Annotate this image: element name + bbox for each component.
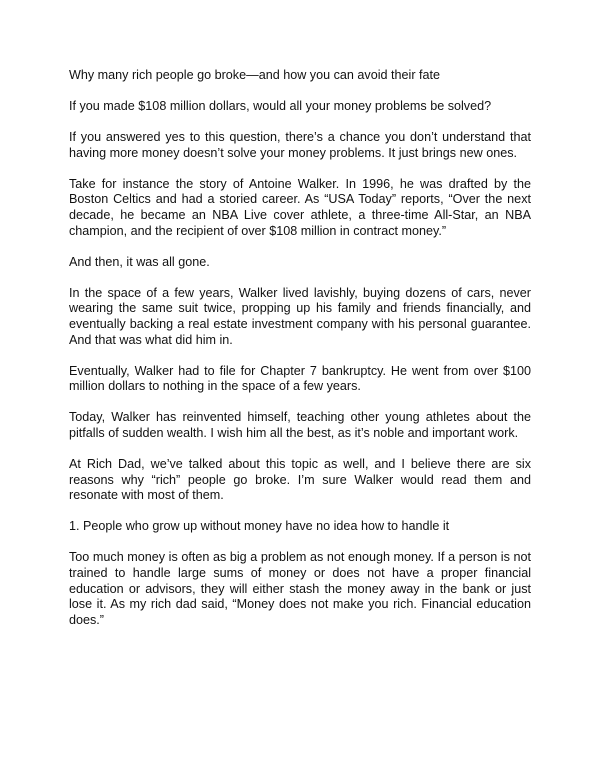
paragraph: Take for instance the story of Antoine Walker. In 1996, he was drafted by the Boston Celtics and had a storied career. As “USA Today” reports, “Over the next decade, he became an NBA Live cover athlete, a three-time All-Star, an NBA champion, and the recipient of over $108 million in contract money.”	[69, 176, 531, 238]
paragraph: If you made $108 million dollars, would all your money problems be solved?	[69, 99, 492, 114]
paragraph: In the space of a few years, Walker lived lavishly, buying dozens of cars, never wearing the same suit twice, propping up his family and friends financially, and eventually backing a real estate investment company with his personal guarantee. And that was what did him in.	[69, 285, 531, 347]
paragraph: Eventually, Walker had to file for Chapter 7 bankruptcy. He went from over $100 million dollars to nothing in the space of a few years.	[69, 363, 531, 394]
paragraph: At Rich Dad, we’ve talked about this topic as well, and I believe there are six reasons why “rich” people go broke. I’m sure Walker would read them and resonate with most of them.	[69, 457, 531, 503]
section-heading: 1. People who grow up without money have no idea how to handle it	[69, 519, 450, 534]
document-page	[69, 68, 531, 644]
section-paragraph: Too much money is often as big a problem as not enough money. If a person is not trained to handle large sums of money or does not have a proper financial education or advisors, they will either stash the money away in the bank or just lose it. As my rich dad said, “Money does not make you rich. Financial education does.”	[69, 550, 531, 627]
paragraph: And then, it was all gone.	[69, 254, 210, 269]
paragraph: Today, Walker has reinvented himself, teaching other young athletes about the pitfalls of sudden wealth. I wish him all the best, as it’s noble and important work.	[69, 410, 531, 440]
document-title: Why many rich people go broke—and how you can avoid their fate	[69, 68, 441, 82]
paragraph: If you answered yes to this question, there’s a chance you don’t understand that having more money doesn’t solve your money problems. It just brings new ones.	[69, 130, 531, 160]
